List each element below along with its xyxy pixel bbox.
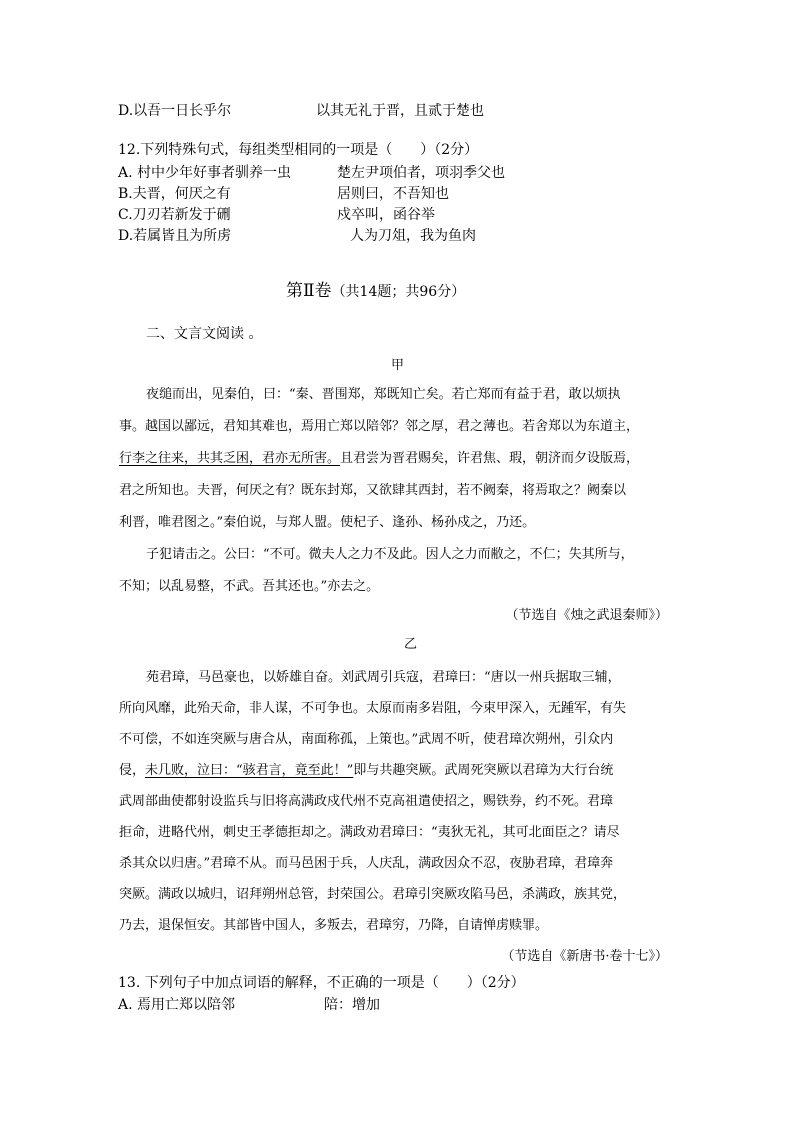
q13-option-a-left: A. 焉用亡郑以陪邻 xyxy=(118,997,236,1013)
passage-a-source: （节选自《烛之武退秦师》） xyxy=(505,608,668,623)
q12-option-b-right: 居则曰，不吾知也 xyxy=(337,186,449,202)
q12-option-a-left: A. 村中少年好事者驯养一虫 xyxy=(118,165,292,181)
q12-stem: 12.下列特殊句式，每组类型相同的一项是（ ）（2分） xyxy=(118,142,479,158)
passage-a-line: 君之所知也。夫晋，何厌之有？既东封郑，又欲肆其西封，若不阙秦，将焉取之？阙秦以 xyxy=(119,483,627,498)
passage-a-line: 夜缒而出，见秦伯，曰：“秦、晋围郑，郑既知亡矣。若亡郑而有益于君，敢以烦执 xyxy=(146,387,621,402)
passage-b-line: 所向风靡，此殆天命，非人谋，不可争也。太原而南多岩阻，今束甲深入，无踵军，有失 xyxy=(119,701,627,716)
passage-b-line-rest: 即与共趣突厥。武周死突厥以君璋为大行台统 xyxy=(353,763,614,778)
q11-option-d-right: 以其无礼于晋，且贰于楚也 xyxy=(316,103,484,119)
passage-b-line: 苑君璋，马邑豪也，以娇雄自奋。刘武周引兵寇，君璋曰：“唐以一州兵据取三辅， xyxy=(146,670,621,685)
q13-option-a-right: 陪：增加 xyxy=(324,997,380,1013)
passage-b-line: 武周部曲使都射设监兵与旧将高满政戍代州不克高祖遣使招之，赐铁券，约不死。君璋 xyxy=(119,794,614,809)
section-title-sub: （共14题；共96分） xyxy=(331,284,466,300)
passage-a-line: 利晋，唯君图之。”秦伯说，与郑人盟。使杞子、逢孙、杨孙戍之，乃还。 xyxy=(119,515,536,530)
q12-option-d-left: D.若属皆且为所虏 xyxy=(118,228,232,244)
q12-option-d-right: 人为刀俎，我为鱼肉 xyxy=(350,228,476,244)
passage-a-line: 不知；以乱易整，不武。吾其还也。”亦去之。 xyxy=(119,579,380,594)
passage-b-label: 乙 xyxy=(404,637,418,652)
passage-b-line: 乃去，退保恒安。其部皆中国人，多叛去，君璋穷，乃降，自请惮虏赎罪。 xyxy=(119,918,549,933)
passage-a-line xyxy=(119,447,639,466)
q13-stem: 13. 下列句子中加点词语的解释，不正确的一项是（ ）（2分） xyxy=(118,975,525,991)
passage-b-underlined-sentence: 未几败，泣曰：“骇君言，竟至此！” xyxy=(145,763,354,778)
q12-option-c-right: 戍卒叫，函谷举 xyxy=(337,207,435,223)
passage-b-line: 拒命，进略代州，刺史王孝德拒却之。满政劝君璋曰：“夷狄无礼，其可北面臣之？请尽 xyxy=(119,825,620,840)
section-heading: 二、文言文阅读 。 xyxy=(146,326,263,342)
q12-option-c-left: C.刀刃若新发于硎 xyxy=(118,207,231,223)
passage-b-line: 不可偿，不如连突厥与唐合从，南面称孤，上策也。”武周不听，使君璋次朔州，引众内 xyxy=(119,732,614,747)
section-title xyxy=(286,276,465,301)
passage-b-line xyxy=(119,759,613,778)
q12-option-a-right: 楚左尹项伯者，项羽季父也 xyxy=(337,165,505,181)
passage-b-source: （节选自《新唐书·卷十七》） xyxy=(501,949,668,964)
q12-option-b-left: B.夫晋，何厌之有 xyxy=(118,186,231,202)
passage-a-line-rest: 且君尝为晋君赐矣，许君焦、瑕，朝济而夕设版焉， xyxy=(340,451,640,466)
passage-a-underlined-sentence: 行李之往来，共其乏困，君亦无所害。 xyxy=(119,451,341,466)
passage-b-line-start: 侵， xyxy=(119,763,146,778)
passage-b-line: 突厥。满政以城归，诏拜朔州总管，封荣国公。君璋引突厥攻陷马邑，杀满政，族其党， xyxy=(119,887,627,902)
passage-a-line: 子犯请击之。公曰：“不可。微夫人之力不及此。因人之力而敝之，不仁；失其所与， xyxy=(146,547,634,562)
passage-a-label: 甲 xyxy=(391,358,405,373)
section-title-main: 第Ⅱ卷 xyxy=(286,281,332,301)
passage-b-line: 杀其众以归唐。”君璋不从。而马邑困于兵，人庆乱，满政因众不忍，夜胁君璋，君璋奔 xyxy=(119,856,614,871)
q11-option-d-left: D.以吾一日长乎尔 xyxy=(118,103,232,119)
passage-a-line: 事。越国以鄙远，君知其难也，焉用亡郑以陪邻？邻之厚，君之薄也。若舍郑以为东道主， xyxy=(119,419,640,434)
